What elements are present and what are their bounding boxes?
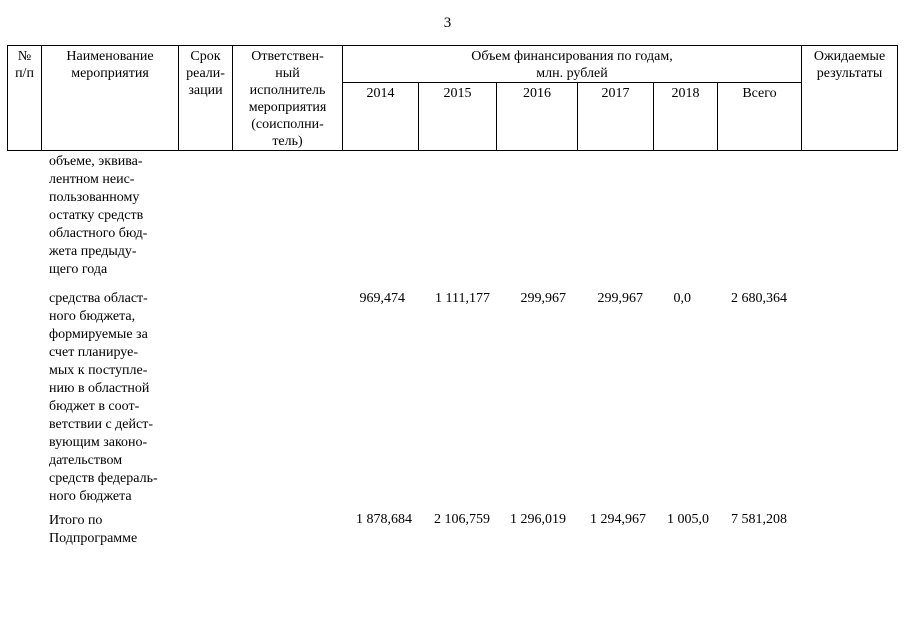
header-year-2018: 2018 xyxy=(654,83,718,151)
header-num: № п/п xyxy=(8,46,42,151)
header-year-2016: 2016 xyxy=(497,83,578,151)
header-name: Наименование мероприятия xyxy=(42,46,179,151)
header-year-2015: 2015 xyxy=(419,83,497,151)
value-2018: 1 005,0 xyxy=(667,512,709,527)
value-2017: 1 294,967 xyxy=(590,512,646,527)
header-term: Срок реали- зации xyxy=(179,46,233,151)
header-responsible: Ответствен- ный исполнитель мероприятия (соисполни- тель) xyxy=(233,46,343,151)
header-year-2017: 2017 xyxy=(578,83,654,151)
row-1-name: объеме, эквива- лентном неис- пользованному остатку средств областного бюд- жета предыду- щего года xyxy=(49,154,148,277)
value-2015: 1 111,177 xyxy=(435,291,490,306)
value-2016: 299,967 xyxy=(520,291,566,306)
page-number: 3 xyxy=(443,15,452,31)
value-total: 2 680,364 xyxy=(731,291,787,306)
row-names xyxy=(49,153,179,548)
value-2014: 969,474 xyxy=(359,291,405,306)
value-2015: 2 106,759 xyxy=(434,512,490,527)
value-2014: 1 878,684 xyxy=(356,512,412,527)
row-3-values xyxy=(0,512,905,530)
header-total: Всего xyxy=(718,83,802,151)
header-funding: Объем финансирования по годам, млн. рублей xyxy=(343,46,802,83)
row-3-name: Итого по Подпрограмме xyxy=(49,513,138,546)
value-2018: 0,0 xyxy=(673,291,691,306)
value-2016: 1 296,019 xyxy=(510,512,566,527)
value-2017: 299,967 xyxy=(597,291,643,306)
header-year-2014: 2014 xyxy=(343,83,419,151)
table-header xyxy=(7,45,898,151)
header-results: Ожидаемые результаты xyxy=(802,46,898,151)
row-2-values xyxy=(0,291,905,309)
row-2-name: средства област- ного бюджета, формируемые за счет планируе- мых к поступле- нию в областной бюджет в соот- ветствии с дейст- вующим законо- дательством средств федераль- ного бюджета xyxy=(49,291,158,504)
value-total: 7 581,208 xyxy=(731,512,787,527)
